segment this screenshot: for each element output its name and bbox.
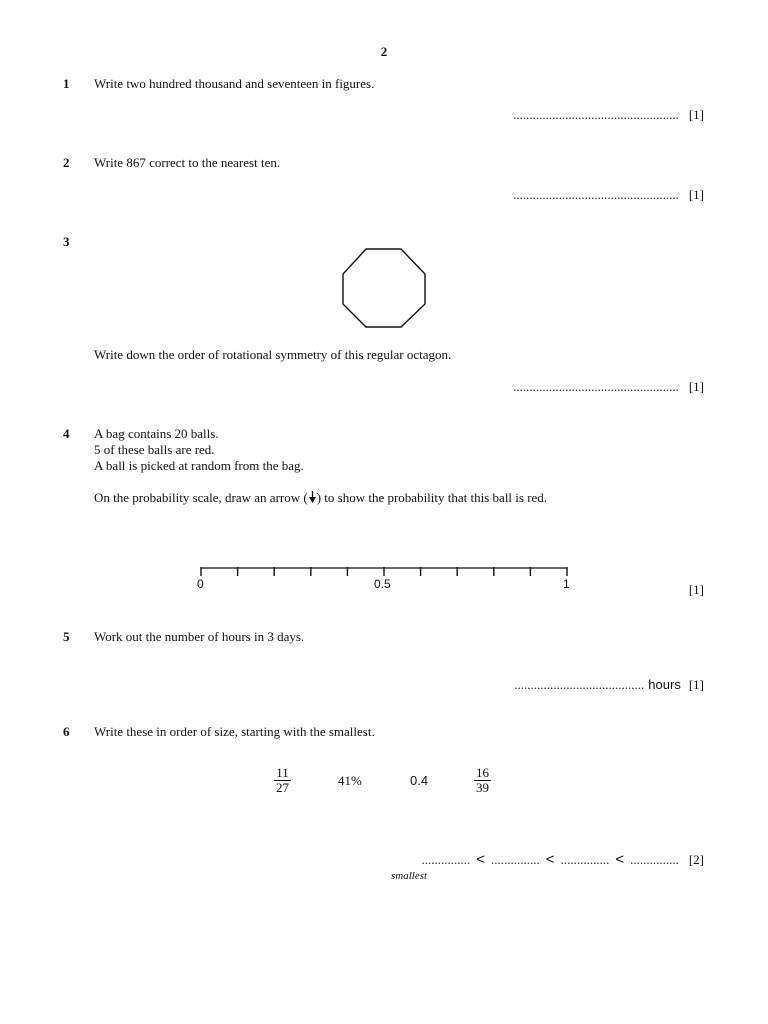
answer-dots: ................................................... <box>513 107 679 122</box>
question-4-mark-row <box>679 582 704 598</box>
order-slot-3[interactable]: ............... <box>560 852 610 867</box>
question-1-mark: [1] <box>688 107 704 122</box>
hours-unit: hours <box>648 677 681 692</box>
order-slot-1[interactable]: ............... <box>421 852 471 867</box>
question-2-answer-line[interactable] <box>513 187 704 203</box>
percent-value: 41% <box>338 773 362 788</box>
question-1-number: 1 <box>63 76 70 91</box>
question-6-mark: [2] <box>688 852 704 867</box>
question-3-text: Write down the order of rotational symmetry of this regular octagon. <box>94 347 452 362</box>
scale-label-half: 0.5 <box>374 577 391 591</box>
smallest-label: smallest <box>391 870 428 882</box>
answer-dots: ........................................ <box>514 677 645 692</box>
question-3-answer-line[interactable] <box>513 379 704 395</box>
question-1-text: Write two hundred thousand and seventeen in figures. <box>94 76 375 91</box>
less-than-sign: < <box>615 851 625 868</box>
answer-dots: ................................................... <box>513 379 679 394</box>
scale-label-0: 0 <box>197 577 204 591</box>
question-4-line-3: A ball is picked at random from the bag. <box>94 458 304 473</box>
question-6-answer-line[interactable] <box>422 851 704 868</box>
question-5-text: Work out the number of hours in 3 days. <box>94 629 305 644</box>
question-1-answer-line[interactable] <box>513 107 704 123</box>
order-slot-2[interactable]: ............... <box>491 852 540 867</box>
fraction-16-39 <box>474 766 491 795</box>
less-than-sign: < <box>545 851 555 868</box>
instruction-text-after: ) to show the probability that this ball is red. <box>316 490 548 505</box>
question-5-number: 5 <box>63 629 70 644</box>
fraction-denominator: 39 <box>476 780 489 795</box>
question-5-mark: [1] <box>688 677 704 692</box>
down-arrow-icon <box>308 490 317 504</box>
question-4-line-1: A bag contains 20 balls. <box>94 426 219 441</box>
question-3-number: 3 <box>63 234 70 249</box>
instruction-text-before: On the probability scale, draw an arrow ( <box>94 490 308 505</box>
answer-dots: ................................................... <box>513 187 679 202</box>
fraction-denominator: 27 <box>276 780 289 795</box>
octagon-shape <box>343 249 425 327</box>
question-5-answer-line[interactable] <box>514 677 704 693</box>
fraction-numerator: 11 <box>274 766 291 781</box>
question-4-line-2: 5 of these balls are red. <box>94 442 215 457</box>
question-3-mark: [1] <box>688 379 704 394</box>
question-4-number: 4 <box>63 426 70 441</box>
order-slot-4[interactable]: ............... <box>630 852 679 867</box>
question-6-number: 6 <box>63 724 70 739</box>
question-2-number: 2 <box>63 155 70 170</box>
page-number: 2 <box>380 44 388 59</box>
regular-octagon-figure <box>340 247 428 329</box>
less-than-sign: < <box>476 851 486 868</box>
question-2-text: Write 867 correct to the nearest ten. <box>94 155 281 170</box>
question-2-mark: [1] <box>688 187 704 202</box>
scale-label-1: 1 <box>563 577 570 591</box>
decimal-value: 0.4 <box>410 773 429 788</box>
fraction-11-27 <box>274 766 291 795</box>
fraction-numerator: 16 <box>476 765 489 780</box>
question-6-text: Write these in order of size, starting with the smallest. <box>94 724 375 739</box>
question-4-mark: [1] <box>688 582 704 597</box>
question-4-instruction <box>94 490 547 506</box>
